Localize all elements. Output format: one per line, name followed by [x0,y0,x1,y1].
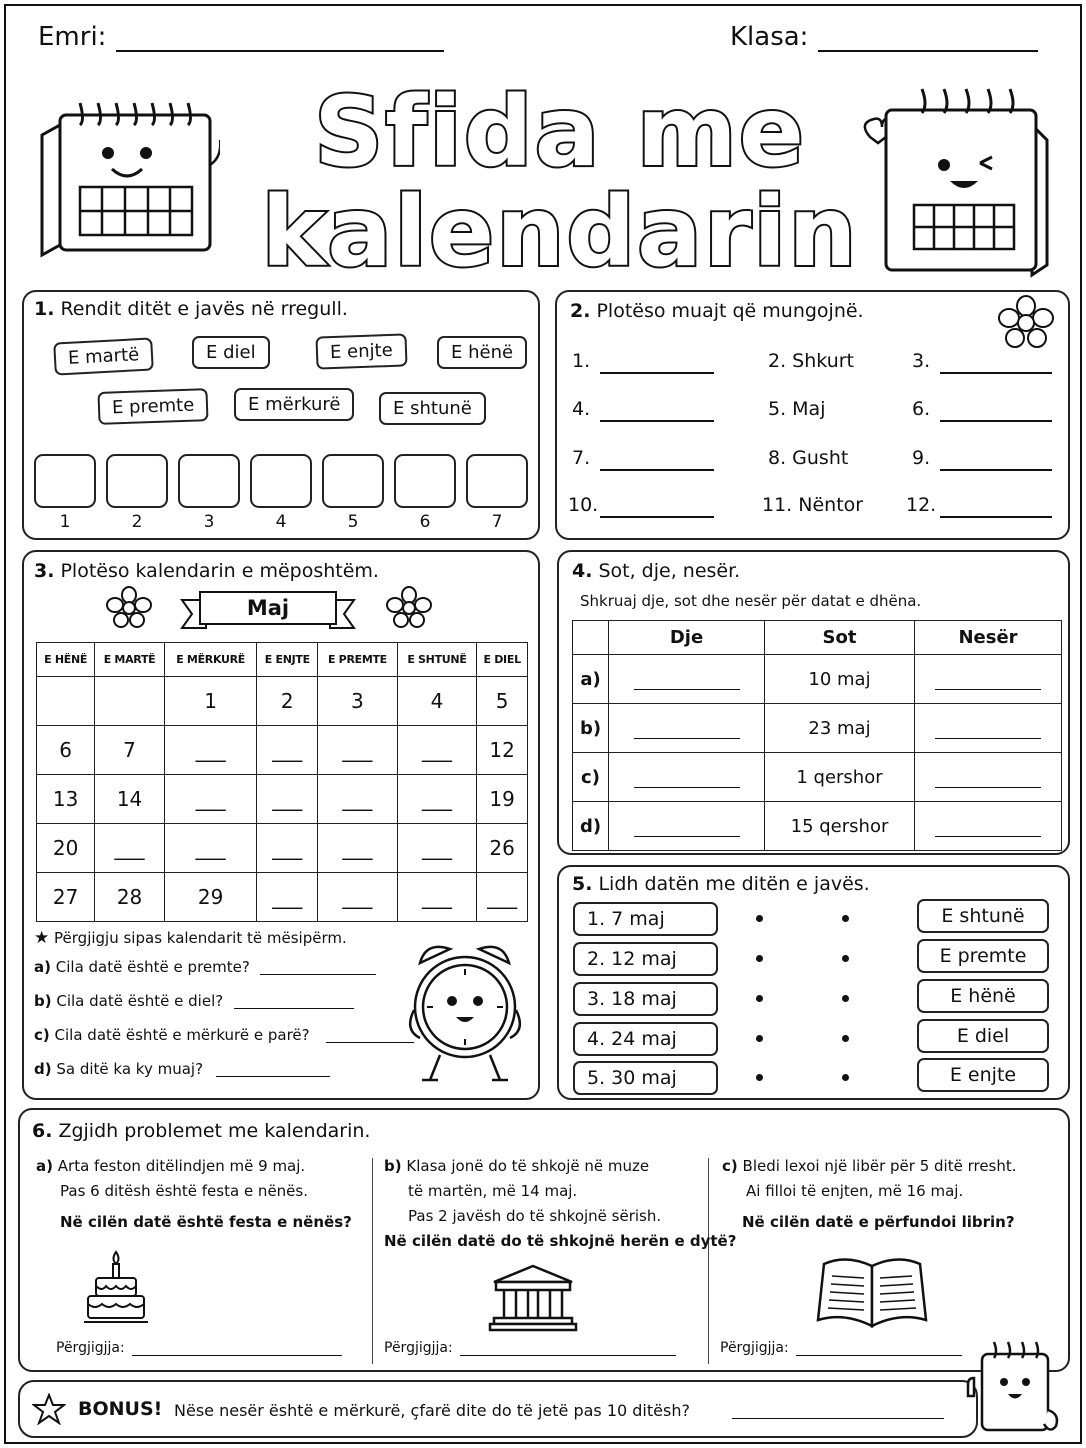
day-chip[interactable]: E shtunë [379,392,486,425]
winking-calendar-icon [852,85,1062,280]
q3-question: a) Cila datë është e premte? [34,958,250,976]
given-month: 8. Gusht [768,447,849,469]
weekday-header: E SHTUNË [397,643,477,677]
museum-icon [488,1262,578,1332]
slot-number: 4 [275,512,287,532]
calendar-cell: 1 [164,677,256,726]
answer-blank[interactable] [260,974,376,975]
sot-date: 1 qershor [765,753,915,802]
problem-c: c) Bledi lexoi një libër për 5 ditë rresht. Ai filloi të enjten, më 16 maj. Në cilën datë e përfundoi librin? [722,1157,1017,1231]
answer-label: Përgjigjja: [56,1340,125,1356]
q4-subtitle: Shkruaj dje, sot dhe nesër për datat e dhëna. [580,592,922,610]
bonus-answer-blank[interactable] [732,1418,944,1419]
order-slot[interactable] [178,454,240,508]
calendar-cell: 12 [477,726,528,775]
star-icon: ★ [34,928,50,948]
day-chip[interactable]: E premte [97,388,208,425]
weekday-pill[interactable]: E enjte [917,1058,1049,1092]
calendar-cell: 7 [95,726,165,775]
calendar-cell [37,677,95,726]
weekday-header: E HËNË [37,643,95,677]
bonus-question: Nëse nesër është e mërkurë, çfarë dite do të jetë pas 10 ditësh? [174,1401,690,1420]
star-outline-icon [32,1393,66,1425]
answer-blank[interactable] [132,1355,342,1356]
calendar-blank[interactable]: ___ [318,775,397,824]
order-slot[interactable] [466,454,528,508]
q3-instruction: ★ Përgjigju sipas kalendarit të mësipërm. [34,928,347,948]
sot-date: 10 maj [765,655,915,704]
calendar-cell: 29 [164,873,256,922]
row-label: a) [573,655,609,704]
dje-sot-neser-table [572,620,1062,851]
weekday-header: E DIEL [477,643,528,677]
col-header: Nesër [915,621,1062,655]
month-blank[interactable] [600,420,714,422]
q5-title: 5. Lidh datën me ditën e javës. [572,873,870,895]
connect-dot[interactable] [842,1074,849,1081]
birthday-cake-icon [84,1248,148,1328]
order-slot[interactable] [34,454,96,508]
day-chip[interactable]: E hënë [437,336,527,369]
q1-title: 1. Rendit ditët e javës në rregull. [34,298,348,320]
month-number: 9. [912,447,931,469]
calendar-blank[interactable]: ___ [164,824,256,873]
calendar-blank[interactable]: ___ [318,726,397,775]
calendar-cell [95,677,165,726]
calendar-blank[interactable]: ___ [397,726,477,775]
connect-dot[interactable] [756,955,763,962]
calendar-mascot-icon [20,95,220,265]
weekday-header: E MARTË [95,643,165,677]
calendar-blank[interactable]: ___ [95,824,165,873]
bonus-label: BONUS! [78,1398,163,1420]
connect-dot[interactable] [756,1035,763,1042]
month-blank[interactable] [600,469,714,471]
page-title [240,70,880,280]
row-label: d) [573,802,609,851]
neser-blank[interactable] [915,753,1062,802]
thumbs-up-calendar-icon [960,1334,1070,1440]
flower-icon [385,585,433,629]
given-month: 11. Nëntor [762,494,864,516]
calendar-cell: 28 [95,873,165,922]
slot-number: 5 [347,512,359,532]
q3-title: 3. Plotëso kalendarin e mëposhtëm. [34,560,379,582]
flower-icon [995,294,1057,352]
q2-title: 2. Plotëso muajt që mungojnë. [570,300,864,322]
calendar-cell: 27 [37,873,95,922]
answer-label: Përgjigjja: [720,1340,789,1356]
neser-blank[interactable] [915,802,1062,851]
flower-icon [105,585,153,629]
connect-dot[interactable] [842,915,849,922]
q3-question: c) Cila datë është e mërkurë e parë? [34,1026,310,1044]
month-blank[interactable] [940,516,1052,518]
order-slot[interactable] [250,454,312,508]
calendar-blank[interactable]: ___ [397,775,477,824]
calendar-blank[interactable]: ___ [257,775,318,824]
date-pill[interactable]: 1. 7 maj [573,902,718,936]
calendar-table [36,642,528,922]
month-number: 7. [572,447,591,469]
class-field[interactable] [818,50,1038,52]
column-divider [372,1158,373,1364]
connect-dot[interactable] [842,1035,849,1042]
calendar-blank[interactable]: ___ [164,726,256,775]
calendar-cell: 5 [477,677,528,726]
order-slot[interactable] [106,454,168,508]
month-blank[interactable] [600,516,714,518]
title-line2: kalendarin [261,176,859,280]
answer-blank[interactable] [326,1042,414,1043]
month-blank[interactable] [940,372,1052,374]
calendar-blank[interactable]: ___ [257,726,318,775]
calendar-blank[interactable]: ___ [318,873,397,922]
calendar-blank[interactable]: ___ [318,824,397,873]
sot-date: 23 maj [765,704,915,753]
connect-dot[interactable] [756,995,763,1002]
day-chip[interactable]: E mërkurë [234,388,354,421]
problem-b: b) Klasa jonë do të shkojë në muze të martën, më 14 maj. Pas 2 javësh do të shkojnë sërish. Në cilën datë do të shkojnë herën e dytë? [384,1157,737,1250]
calendar-blank[interactable]: ___ [397,824,477,873]
calendar-cell: 13 [37,775,95,824]
name-label: Emri: [38,22,107,52]
calendar-cell: 4 [397,677,477,726]
q4-title: 4. Sot, dje, nesër. [572,560,741,582]
q3-question: d) Sa ditë ka ky muaj? [34,1060,204,1078]
calendar-blank[interactable]: ___ [397,873,477,922]
sot-date: 15 qershor [765,802,915,851]
month-blank[interactable] [940,420,1052,422]
month-number: 3. [912,350,931,372]
order-slot[interactable] [394,454,456,508]
open-book-icon [816,1252,928,1332]
slot-number: 7 [491,512,503,532]
class-label: Klasa: [730,22,809,52]
dje-blank[interactable] [609,704,765,753]
dje-blank[interactable] [609,655,765,704]
day-chip[interactable]: E diel [192,336,270,369]
connect-dot[interactable] [842,955,849,962]
order-slot[interactable] [322,454,384,508]
weekday-pill[interactable]: E shtunë [917,899,1049,933]
date-pill[interactable]: 3. 18 maj [573,982,718,1016]
weekday-header: E PREMTE [318,643,397,677]
slot-number: 3 [203,512,215,532]
answer-blank[interactable] [460,1355,676,1356]
weekday-header: E ENJTE [257,643,318,677]
row-label: c) [573,753,609,802]
answer-blank[interactable] [234,1008,354,1009]
given-month: 2. Shkurt [768,350,854,372]
calendar-cell: 20 [37,824,95,873]
slot-number: 2 [131,512,143,532]
month-blank[interactable] [940,469,1052,471]
col-header: Sot [765,621,915,655]
answer-blank[interactable] [796,1355,962,1356]
calendar-cell: 26 [477,824,528,873]
calendar-cell: 19 [477,775,528,824]
date-pill[interactable]: 4. 24 maj [573,1022,718,1056]
weekday-pill[interactable]: E premte [917,939,1049,973]
month-number: 12. [906,494,937,516]
answer-label: Përgjigjja: [384,1340,453,1356]
given-month: 5. Maj [768,398,826,420]
date-pill[interactable]: 5. 30 maj [573,1061,718,1095]
month-number: 4. [572,398,591,420]
day-chip[interactable]: E martë [53,337,154,375]
connect-dot[interactable] [842,995,849,1002]
weekday-header: E MËRKURË [164,643,256,677]
calendar-blank[interactable]: ___ [257,873,318,922]
calendar-blank[interactable]: ___ [257,824,318,873]
month-number: 6. [912,398,931,420]
q6-title: 6. Zgjidh problemet me kalendarin. [32,1120,371,1142]
connect-dot[interactable] [756,1074,763,1081]
row-label: b) [573,704,609,753]
answer-blank[interactable] [216,1076,330,1077]
calendar-cell: 3 [318,677,397,726]
slot-number: 1 [59,512,71,532]
calendar-cell: 14 [95,775,165,824]
col-header: Dje [609,621,765,655]
neser-blank[interactable] [915,655,1062,704]
q3-question: b) Cila datë është e diel? [34,992,224,1010]
alarm-clock-icon [402,935,527,1085]
neser-blank[interactable] [915,704,1062,753]
date-pill[interactable]: 2. 12 maj [573,942,718,976]
name-field[interactable] [116,50,444,52]
month-number: 10. [568,494,599,516]
dje-blank[interactable] [609,802,765,851]
calendar-blank[interactable]: ___ [477,873,528,922]
slot-number: 6 [419,512,431,532]
calendar-blank[interactable]: ___ [164,775,256,824]
problem-a: a) Arta feston ditëlindjen më 9 maj. Pas 6 ditësh është festa e nënës. Në cilën datë është festa e nënës? [36,1157,352,1231]
title-line1: Sfida me [314,76,806,188]
connect-dot[interactable] [756,915,763,922]
weekday-pill[interactable]: E diel [917,1019,1049,1053]
month-number: 1. [572,350,591,372]
day-chip[interactable]: E enjte [315,333,407,369]
weekday-pill[interactable]: E hënë [917,979,1049,1013]
month-name: Maj [246,596,290,620]
calendar-cell: 2 [257,677,318,726]
dje-blank[interactable] [609,753,765,802]
calendar-cell: 6 [37,726,95,775]
month-blank[interactable] [600,372,714,374]
